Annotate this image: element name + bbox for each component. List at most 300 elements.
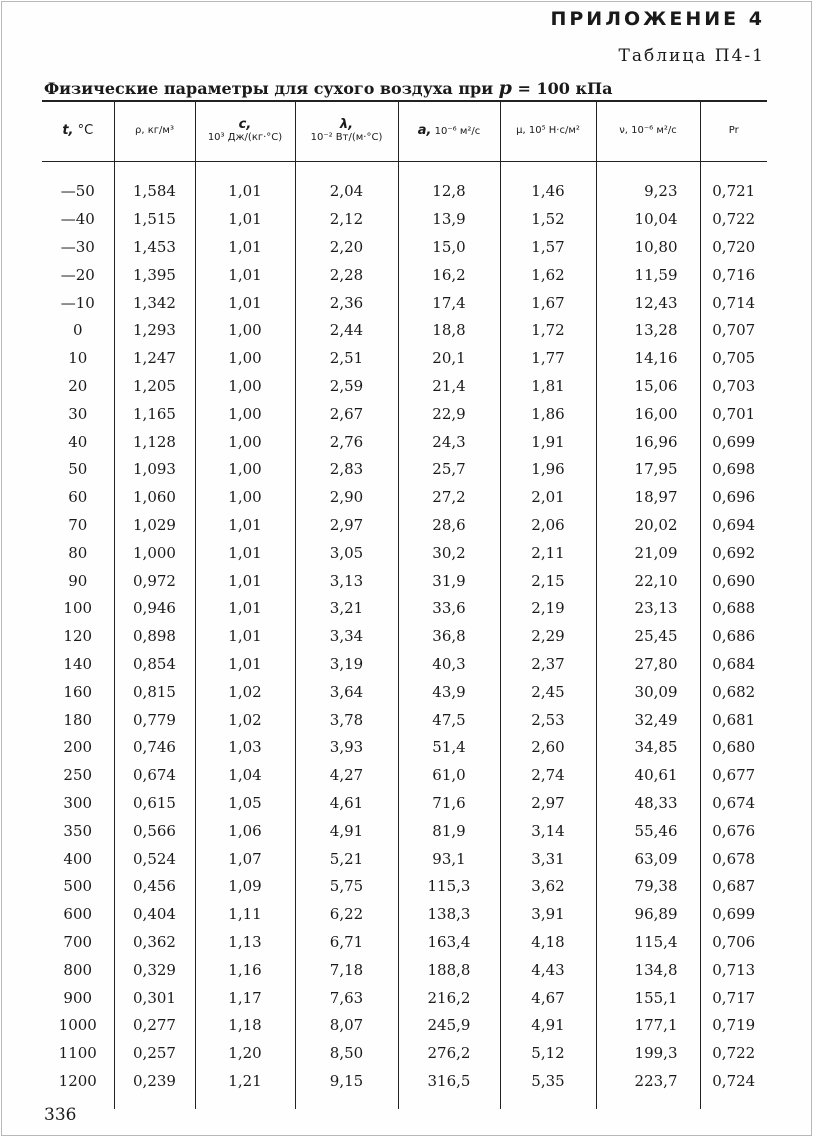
cell-t: 250 xyxy=(63,766,93,785)
cell-conductivity: 9,15 xyxy=(295,1067,398,1109)
cell-prandtl: 0,721 xyxy=(700,161,767,205)
cell-kinematic-viscosity: 16,00 xyxy=(596,400,700,428)
cell-conductivity: 2,04 xyxy=(295,161,398,205)
table-row xyxy=(42,650,767,678)
cell-viscosity: 1,72 xyxy=(500,316,596,344)
cell-kinematic-viscosity: 48,33 xyxy=(596,789,700,817)
cell-density: 0,674 xyxy=(114,761,195,789)
cell-viscosity: 4,43 xyxy=(500,956,596,984)
header-unit: 10³ Дж/(кг·°C) xyxy=(207,131,283,143)
header-col-density xyxy=(114,101,195,161)
cell-t: 350 xyxy=(63,821,93,840)
header-col-kinematic-viscosity xyxy=(596,101,700,161)
cell-viscosity: 1,81 xyxy=(500,372,596,400)
cell-kinematic-viscosity: 22,10 xyxy=(596,567,700,595)
cell-viscosity: 2,37 xyxy=(500,650,596,678)
table-row xyxy=(42,594,767,622)
cell-kinematic-viscosity: 55,46 xyxy=(596,817,700,845)
cell-heat-capacity: 1,17 xyxy=(195,984,295,1012)
cell-viscosity: 1,77 xyxy=(500,344,596,372)
cell-prandtl: 0,696 xyxy=(700,483,767,511)
cell-viscosity: 2,45 xyxy=(500,678,596,706)
cell-kinematic-viscosity: 199,3 xyxy=(596,1039,700,1067)
cell-kinematic-viscosity: 177,1 xyxy=(596,1011,700,1039)
cell-kinematic-viscosity: 21,09 xyxy=(596,539,700,567)
cell-t: 900 xyxy=(63,988,93,1007)
cell-heat-capacity: 1,00 xyxy=(195,483,295,511)
cell-density: 0,329 xyxy=(114,956,195,984)
cell-viscosity: 2,15 xyxy=(500,567,596,595)
cell-density: 0,404 xyxy=(114,900,195,928)
cell-prandtl: 0,724 xyxy=(700,1067,767,1109)
cell-viscosity: 1,96 xyxy=(500,455,596,483)
cell-conductivity: 2,28 xyxy=(295,261,398,289)
table-body xyxy=(42,161,767,1109)
cell-viscosity: 1,52 xyxy=(500,205,596,233)
cell-heat-capacity: 1,00 xyxy=(195,316,295,344)
cell-prandtl: 0,720 xyxy=(700,233,767,261)
cell-prandtl: 0,698 xyxy=(700,455,767,483)
cell-density: 1,342 xyxy=(114,289,195,317)
cell-heat-capacity: 1,00 xyxy=(195,455,295,483)
cell-density: 0,946 xyxy=(114,594,195,622)
header-col-prandtl xyxy=(700,101,767,161)
cell-heat-capacity: 1,02 xyxy=(195,706,295,734)
cell-diffusivity: 12,8 xyxy=(398,161,500,205)
cell-density: 1,515 xyxy=(114,205,195,233)
cell-diffusivity: 47,5 xyxy=(398,706,500,734)
table-row xyxy=(42,539,767,567)
cell-diffusivity: 188,8 xyxy=(398,956,500,984)
cell-conductivity: 2,12 xyxy=(295,205,398,233)
cell-viscosity: 2,74 xyxy=(500,761,596,789)
cell-viscosity: 3,62 xyxy=(500,872,596,900)
cell-heat-capacity: 1,01 xyxy=(195,539,295,567)
table-row xyxy=(42,511,767,539)
cell-prandtl: 0,690 xyxy=(700,567,767,595)
cell-conductivity: 7,18 xyxy=(295,956,398,984)
table-row xyxy=(42,161,767,205)
table-row xyxy=(42,733,767,761)
cell-prandtl: 0,719 xyxy=(700,1011,767,1039)
cell-prandtl: 0,686 xyxy=(700,622,767,650)
cell-t: 500 xyxy=(63,877,93,896)
cell-viscosity: 1,91 xyxy=(500,428,596,456)
cell-heat-capacity: 1,13 xyxy=(195,928,295,956)
cell-viscosity: 2,01 xyxy=(500,483,596,511)
cell-kinematic-viscosity: 96,89 xyxy=(596,900,700,928)
cell-viscosity: 2,60 xyxy=(500,733,596,761)
cell-prandtl: 0,692 xyxy=(700,539,767,567)
cell-kinematic-viscosity: 17,95 xyxy=(596,455,700,483)
cell-viscosity: 1,57 xyxy=(500,233,596,261)
cell-viscosity: 1,62 xyxy=(500,261,596,289)
cell-kinematic-viscosity: 23,13 xyxy=(596,594,700,622)
cell-heat-capacity: 1,21 xyxy=(195,1067,295,1109)
cell-conductivity: 5,21 xyxy=(295,845,398,873)
cell-prandtl: 0,694 xyxy=(700,511,767,539)
header-col-viscosity xyxy=(500,101,596,161)
cell-density: 1,584 xyxy=(114,161,195,205)
cell-viscosity: 2,11 xyxy=(500,539,596,567)
cell-prandtl: 0,688 xyxy=(700,594,767,622)
cell-prandtl: 0,701 xyxy=(700,400,767,428)
cell-viscosity: 1,46 xyxy=(500,161,596,205)
cell-heat-capacity: 1,18 xyxy=(195,1011,295,1039)
header-unit: 10⁻⁶ м²/с xyxy=(631,125,677,137)
cell-diffusivity: 36,8 xyxy=(398,622,500,650)
table-row xyxy=(42,567,767,595)
cell-heat-capacity: 1,01 xyxy=(195,622,295,650)
cell-heat-capacity: 1,05 xyxy=(195,789,295,817)
cell-density: 0,972 xyxy=(114,567,195,595)
cell-heat-capacity: 1,00 xyxy=(195,400,295,428)
cell-viscosity: 3,31 xyxy=(500,845,596,873)
cell-t: 140 xyxy=(63,654,93,673)
cell-kinematic-viscosity: 9,23 xyxy=(596,161,700,205)
cell-diffusivity: 18,8 xyxy=(398,316,500,344)
cell-t: 0 xyxy=(72,321,83,340)
table-row xyxy=(42,428,767,456)
cell-prandtl: 0,678 xyxy=(700,845,767,873)
cell-t: 200 xyxy=(63,738,93,757)
table-row xyxy=(42,817,767,845)
cell-density: 0,277 xyxy=(114,1011,195,1039)
cell-diffusivity: 17,4 xyxy=(398,289,500,317)
header-col-diffusivity xyxy=(398,101,500,161)
cell-density: 0,456 xyxy=(114,872,195,900)
cell-diffusivity: 163,4 xyxy=(398,928,500,956)
caption-value: = 100 кПа xyxy=(517,79,613,98)
cell-t: 10 xyxy=(68,349,88,368)
cell-conductivity: 2,67 xyxy=(295,400,398,428)
cell-conductivity: 8,50 xyxy=(295,1039,398,1067)
cell-viscosity: 4,91 xyxy=(500,1011,596,1039)
cell-diffusivity: 71,6 xyxy=(398,789,500,817)
cell-diffusivity: 81,9 xyxy=(398,817,500,845)
cell-diffusivity: 276,2 xyxy=(398,1039,500,1067)
cell-heat-capacity: 1,09 xyxy=(195,872,295,900)
cell-kinematic-viscosity: 14,16 xyxy=(596,344,700,372)
cell-kinematic-viscosity: 10,80 xyxy=(596,233,700,261)
table-row xyxy=(42,205,767,233)
table-row xyxy=(42,622,767,650)
cell-density: 1,000 xyxy=(114,539,195,567)
cell-density: 1,128 xyxy=(114,428,195,456)
cell-density: 0,301 xyxy=(114,984,195,1012)
cell-prandtl: 0,722 xyxy=(700,1039,767,1067)
cell-viscosity: 2,97 xyxy=(500,789,596,817)
cell-t: 700 xyxy=(63,932,93,951)
header-row xyxy=(42,101,767,161)
cell-heat-capacity: 1,00 xyxy=(195,372,295,400)
cell-diffusivity: 31,9 xyxy=(398,567,500,595)
table-row xyxy=(42,233,767,261)
air-properties-table xyxy=(42,100,767,1109)
cell-viscosity: 1,86 xyxy=(500,400,596,428)
header-symbol: t, xyxy=(62,123,74,139)
cell-diffusivity: 25,7 xyxy=(398,455,500,483)
cell-diffusivity: 33,6 xyxy=(398,594,500,622)
cell-kinematic-viscosity: 27,80 xyxy=(596,650,700,678)
cell-conductivity: 2,20 xyxy=(295,233,398,261)
cell-diffusivity: 27,2 xyxy=(398,483,500,511)
cell-prandtl: 0,713 xyxy=(700,956,767,984)
header-symbol: Pr xyxy=(728,125,739,137)
cell-t: 20 xyxy=(68,376,88,395)
cell-density: 0,779 xyxy=(114,706,195,734)
cell-t: 70 xyxy=(68,515,88,534)
cell-kinematic-viscosity: 10,04 xyxy=(596,205,700,233)
cell-diffusivity: 138,3 xyxy=(398,900,500,928)
header-col-conductivity xyxy=(295,101,398,161)
cell-heat-capacity: 1,00 xyxy=(195,344,295,372)
cell-heat-capacity: 1,06 xyxy=(195,817,295,845)
header-unit: 10⁻⁶ м²/с xyxy=(434,125,481,137)
cell-viscosity: 2,06 xyxy=(500,511,596,539)
cell-density: 0,239 xyxy=(114,1067,195,1109)
cell-diffusivity: 115,3 xyxy=(398,872,500,900)
table-row xyxy=(42,400,767,428)
cell-t: 300 xyxy=(63,793,93,812)
cell-t: 50 xyxy=(68,460,88,479)
cell-kinematic-viscosity: 12,43 xyxy=(596,289,700,317)
cell-heat-capacity: 1,00 xyxy=(195,428,295,456)
table-row xyxy=(42,761,767,789)
cell-heat-capacity: 1,11 xyxy=(195,900,295,928)
cell-t: 1000 xyxy=(58,1016,97,1035)
header-symbol: ν, xyxy=(619,125,628,137)
cell-kinematic-viscosity: 25,45 xyxy=(596,622,700,650)
cell-heat-capacity: 1,16 xyxy=(195,956,295,984)
cell-conductivity: 3,34 xyxy=(295,622,398,650)
cell-kinematic-viscosity: 115,4 xyxy=(596,928,700,956)
table-row xyxy=(42,900,767,928)
cell-conductivity: 3,21 xyxy=(295,594,398,622)
cell-density: 1,453 xyxy=(114,233,195,261)
cell-diffusivity: 316,5 xyxy=(398,1067,500,1109)
cell-conductivity: 2,59 xyxy=(295,372,398,400)
cell-t: 40 xyxy=(68,432,88,451)
cell-kinematic-viscosity: 34,85 xyxy=(596,733,700,761)
table-row xyxy=(42,678,767,706)
table-caption xyxy=(44,77,613,99)
cell-prandtl: 0,717 xyxy=(700,984,767,1012)
header-symbol: ρ, xyxy=(135,125,145,137)
cell-prandtl: 0,705 xyxy=(700,344,767,372)
cell-diffusivity: 30,2 xyxy=(398,539,500,567)
cell-conductivity: 8,07 xyxy=(295,1011,398,1039)
cell-conductivity: 2,83 xyxy=(295,455,398,483)
cell-kinematic-viscosity: 20,02 xyxy=(596,511,700,539)
table-row xyxy=(42,789,767,817)
cell-t: 1200 xyxy=(58,1071,97,1090)
cell-conductivity: 4,27 xyxy=(295,761,398,789)
appendix-heading: ПРИЛОЖЕНИЕ 4 xyxy=(550,8,765,30)
table-row xyxy=(42,984,767,1012)
cell-heat-capacity: 1,07 xyxy=(195,845,295,873)
cell-diffusivity: 216,2 xyxy=(398,984,500,1012)
cell-kinematic-viscosity: 18,97 xyxy=(596,483,700,511)
cell-heat-capacity: 1,02 xyxy=(195,678,295,706)
cell-t: —20 xyxy=(60,265,95,284)
cell-conductivity: 2,36 xyxy=(295,289,398,317)
table-row xyxy=(42,1011,767,1039)
page-number: 336 xyxy=(44,1105,77,1125)
cell-t: 1100 xyxy=(58,1044,97,1063)
table-row xyxy=(42,483,767,511)
cell-viscosity: 2,29 xyxy=(500,622,596,650)
table-row xyxy=(42,344,767,372)
cell-density: 0,746 xyxy=(114,733,195,761)
cell-density: 1,093 xyxy=(114,455,195,483)
table-row xyxy=(42,872,767,900)
header-symbol: μ, xyxy=(516,125,526,137)
cell-density: 0,615 xyxy=(114,789,195,817)
table-row xyxy=(42,1067,767,1109)
cell-conductivity: 2,76 xyxy=(295,428,398,456)
cell-heat-capacity: 1,01 xyxy=(195,289,295,317)
cell-heat-capacity: 1,01 xyxy=(195,161,295,205)
cell-heat-capacity: 1,01 xyxy=(195,650,295,678)
cell-kinematic-viscosity: 63,09 xyxy=(596,845,700,873)
cell-heat-capacity: 1,03 xyxy=(195,733,295,761)
cell-t: —30 xyxy=(60,237,95,256)
header-unit: кг/м³ xyxy=(147,125,174,137)
cell-density: 0,524 xyxy=(114,845,195,873)
table-row xyxy=(42,455,767,483)
cell-t: 80 xyxy=(68,543,88,562)
table-header xyxy=(42,101,767,161)
cell-prandtl: 0,684 xyxy=(700,650,767,678)
cell-diffusivity: 245,9 xyxy=(398,1011,500,1039)
cell-heat-capacity: 1,01 xyxy=(195,233,295,261)
table-row xyxy=(42,956,767,984)
cell-diffusivity: 28,6 xyxy=(398,511,500,539)
cell-t: 600 xyxy=(63,905,93,924)
cell-conductivity: 6,22 xyxy=(295,900,398,928)
cell-kinematic-viscosity: 40,61 xyxy=(596,761,700,789)
cell-diffusivity: 20,1 xyxy=(398,344,500,372)
cell-kinematic-viscosity: 134,8 xyxy=(596,956,700,984)
cell-viscosity: 3,91 xyxy=(500,900,596,928)
cell-prandtl: 0,680 xyxy=(700,733,767,761)
cell-prandtl: 0,716 xyxy=(700,261,767,289)
cell-diffusivity: 16,2 xyxy=(398,261,500,289)
caption-variable: p xyxy=(498,77,512,99)
cell-t: —10 xyxy=(60,293,95,312)
cell-conductivity: 3,64 xyxy=(295,678,398,706)
cell-density: 1,205 xyxy=(114,372,195,400)
cell-prandtl: 0,677 xyxy=(700,761,767,789)
cell-t: 90 xyxy=(68,571,88,590)
cell-conductivity: 5,75 xyxy=(295,872,398,900)
cell-heat-capacity: 1,01 xyxy=(195,594,295,622)
cell-conductivity: 6,71 xyxy=(295,928,398,956)
cell-density: 1,293 xyxy=(114,316,195,344)
table-row xyxy=(42,706,767,734)
cell-viscosity: 5,12 xyxy=(500,1039,596,1067)
cell-conductivity: 2,44 xyxy=(295,316,398,344)
table-row xyxy=(42,1039,767,1067)
cell-kinematic-viscosity: 15,06 xyxy=(596,372,700,400)
cell-t: 60 xyxy=(68,488,88,507)
cell-prandtl: 0,682 xyxy=(700,678,767,706)
table-row xyxy=(42,928,767,956)
cell-prandtl: 0,699 xyxy=(700,428,767,456)
table-row xyxy=(42,316,767,344)
cell-kinematic-viscosity: 79,38 xyxy=(596,872,700,900)
cell-diffusivity: 61,0 xyxy=(398,761,500,789)
cell-kinematic-viscosity: 16,96 xyxy=(596,428,700,456)
cell-kinematic-viscosity: 155,1 xyxy=(596,984,700,1012)
cell-viscosity: 1,67 xyxy=(500,289,596,317)
cell-diffusivity: 51,4 xyxy=(398,733,500,761)
header-unit: °C xyxy=(77,123,94,139)
cell-density: 1,060 xyxy=(114,483,195,511)
cell-t: —40 xyxy=(60,210,95,229)
table-row xyxy=(42,372,767,400)
header-symbol: c, xyxy=(238,116,252,132)
cell-conductivity: 3,05 xyxy=(295,539,398,567)
cell-kinematic-viscosity: 11,59 xyxy=(596,261,700,289)
cell-diffusivity: 24,3 xyxy=(398,428,500,456)
cell-conductivity: 4,61 xyxy=(295,789,398,817)
cell-conductivity: 7,63 xyxy=(295,984,398,1012)
cell-diffusivity: 13,9 xyxy=(398,205,500,233)
table-row xyxy=(42,289,767,317)
cell-viscosity: 4,67 xyxy=(500,984,596,1012)
cell-density: 1,395 xyxy=(114,261,195,289)
cell-prandtl: 0,674 xyxy=(700,789,767,817)
cell-viscosity: 2,53 xyxy=(500,706,596,734)
cell-heat-capacity: 1,01 xyxy=(195,567,295,595)
cell-diffusivity: 93,1 xyxy=(398,845,500,873)
cell-density: 0,854 xyxy=(114,650,195,678)
cell-kinematic-viscosity: 13,28 xyxy=(596,316,700,344)
cell-conductivity: 3,13 xyxy=(295,567,398,595)
cell-viscosity: 5,35 xyxy=(500,1067,596,1109)
cell-viscosity: 3,14 xyxy=(500,817,596,845)
cell-prandtl: 0,676 xyxy=(700,817,767,845)
cell-heat-capacity: 1,01 xyxy=(195,511,295,539)
cell-heat-capacity: 1,20 xyxy=(195,1039,295,1067)
cell-heat-capacity: 1,01 xyxy=(195,261,295,289)
cell-t: 800 xyxy=(63,960,93,979)
cell-diffusivity: 43,9 xyxy=(398,678,500,706)
cell-conductivity: 2,51 xyxy=(295,344,398,372)
header-unit: 10⁵ Н·с/м² xyxy=(528,125,580,137)
cell-t: 30 xyxy=(68,404,88,423)
cell-density: 0,257 xyxy=(114,1039,195,1067)
cell-conductivity: 3,78 xyxy=(295,706,398,734)
header-col-heat-capacity xyxy=(195,101,295,161)
table-row xyxy=(42,261,767,289)
cell-conductivity: 2,90 xyxy=(295,483,398,511)
cell-t: 400 xyxy=(63,849,93,868)
cell-diffusivity: 22,9 xyxy=(398,400,500,428)
cell-diffusivity: 21,4 xyxy=(398,372,500,400)
cell-t: —50 xyxy=(60,182,95,201)
cell-heat-capacity: 1,04 xyxy=(195,761,295,789)
cell-density: 0,566 xyxy=(114,817,195,845)
cell-prandtl: 0,722 xyxy=(700,205,767,233)
cell-density: 1,165 xyxy=(114,400,195,428)
cell-conductivity: 3,19 xyxy=(295,650,398,678)
cell-t: 160 xyxy=(63,682,93,701)
table-label: Таблица П4-1 xyxy=(618,46,765,66)
cell-prandtl: 0,681 xyxy=(700,706,767,734)
